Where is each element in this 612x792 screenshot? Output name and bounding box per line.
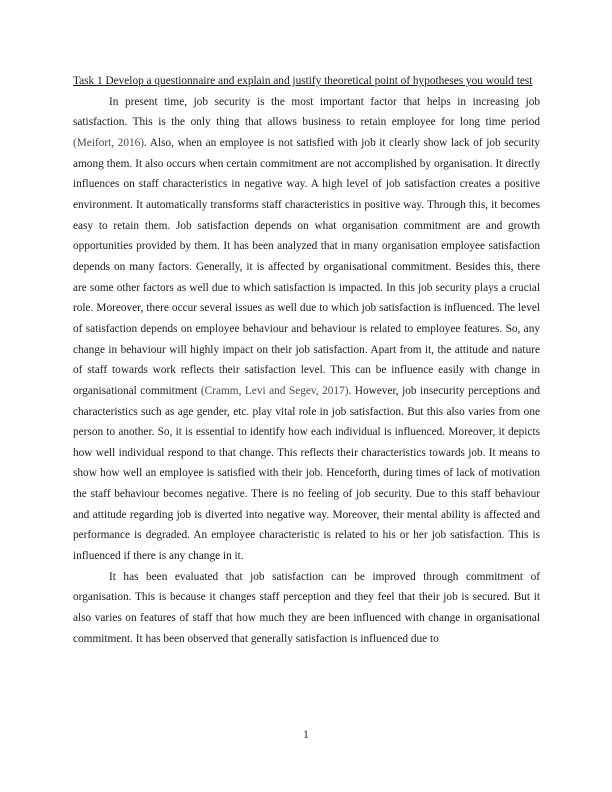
page-number: 1 [303, 729, 309, 741]
page-body [73, 71, 540, 649]
paragraph-1-text-c: . However, job insecurity perceptions and characteristics such as age gender, etc. play vital role in job satisfaction. But this also varies from one person to another. So, it is essential to identify how each individual is influenced. Moreover, it depicts how well individual respond to that change. This reflects their characteristics towards job. It means to show how well an employee is satisfied with their job. Henceforth, during times of lack of motivation the staff behaviour becomes negative. There is no feeling of job security. Due to this staff behaviour and attitude regarding job is diverted into negative way. Moreover, their mental ability is affected and performance is degraded. An employee characteristic is related to his or her job satisfaction. This is influenced if there is any change in it. [73, 384, 541, 563]
citation-meifort: (Meifort, 2016) [73, 136, 145, 149]
paragraph-1-text-a: In present time, job security is the most important factor that helps in increasing job satisfaction. This is the only thing that allows business to retain employee for long time period [73, 95, 540, 129]
citation-cramm: (Cramm, Levi and Segev, 2017) [200, 384, 349, 397]
task-heading: Task 1 Develop a questionnaire and explain and justify theoretical point of hypotheses you would test [73, 75, 533, 87]
paragraph-2: It has been evaluated that job satisfaction can be improved through commitment of organisation. This is because it changes staff perception and they feel that their job is secured. But it also varies on features of staff that how much they are been influenced with change in organisational commitment. It has been observed that generally satisfaction is influenced due to [73, 570, 540, 645]
paragraph-1-text-b: . Also, when an employee is not satisfied with job it clearly show lack of job security among them. It also occurs when certain commitment are not accomplished by organisation. It directly influences on staff characteristics in negative way. A high level of job satisfaction creates a positive environment. It automatically transforms staff characteristics in positive way. Through this, it becomes easy to retain them. Job satisfaction depends on what organisation commitment are and growth opportunities provided by them. It has been analyzed that in many organisation employee satisfaction depends on many factors. Generally, it is affected by organisational commitment. Besides this, there are some other factors as well due to which satisfaction is impacted. In this job security plays a crucial role. Moreover, there occur several issues as well due to which job satisfaction is influenced. The level of satisfaction depends on employee behaviour and behaviour is related to employee features. So, any change in behaviour will highly impact on their job satisfaction. Apart from it, the attitude and nature of staff towards work reflects their satisfaction level. This can be influence easily with change in organisational commitment [73, 136, 540, 397]
paragraph-1 [73, 92, 540, 567]
